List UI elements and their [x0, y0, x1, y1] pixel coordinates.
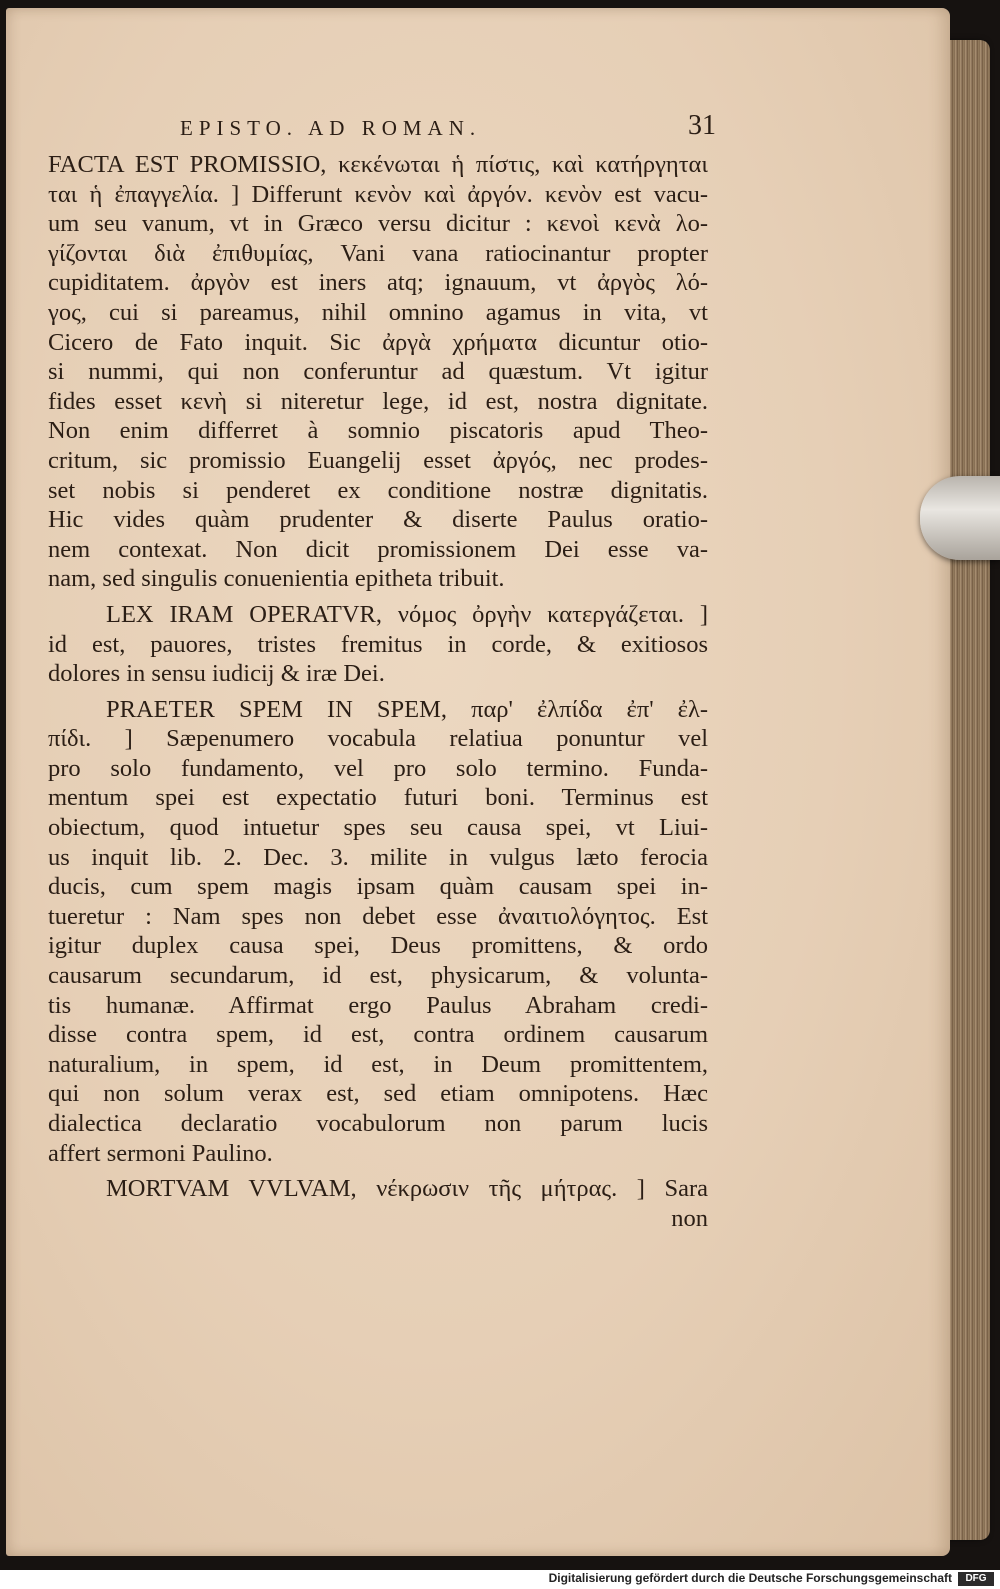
- text-line: dolores in sensu iudicij & iræ Dei.: [48, 660, 385, 688]
- text-line: pro solo fundamento, vel pro solo termino. Funda-: [48, 754, 708, 782]
- text-line: um seu vanum, vt in Græco versu dicitur : κενοὶ κενὰ λο-: [48, 210, 708, 238]
- text-line: tueretur : Nam spes non debet esse ἀναιτιολόγητος. Est: [48, 902, 708, 930]
- running-head-title: EPISTO. AD ROMAN.: [180, 116, 482, 140]
- page-number: 31: [688, 110, 716, 141]
- text-line: set nobis si penderet ex conditione nostræ dignitatis.: [48, 476, 708, 504]
- footer-bar: [0, 1570, 1000, 1589]
- text-line: πίδι. ] Sæpenumero vocabula relatiua ponuntur vel: [48, 725, 708, 753]
- text-line: LEX IRAM OPERATVR, νόμος ὀργὴν κατεργάζεται. ]: [106, 600, 708, 628]
- text-line: id est, pauores, tristes fremitus in corde, & exitiosos: [48, 630, 708, 658]
- text-line: critum, sic promissio Euangelij esset ἀργός, nec prodes-: [48, 446, 708, 474]
- text-line: us inquit lib. 2. Dec. 3. milite in vulgus læto ferocia: [48, 843, 708, 871]
- text-line: γος, cui si pareamus, nihil omnino agamus in vita, vt: [48, 298, 708, 326]
- text-line: nem contexat. Non dicit promissionem Dei esse va-: [48, 535, 708, 563]
- book-fore-edge: [944, 40, 990, 1540]
- text-line: causarum secundarum, id est, physicarum, & volunta-: [48, 962, 708, 990]
- text-line: cupiditatem. ἀργὸν est iners atq; ignauum, vt ἀργὸς λό-: [48, 269, 708, 297]
- text-line: igitur duplex causa spei, Deus promittens, & ordo: [48, 932, 708, 960]
- text-line: γίζονται διὰ ἐπιθυμίας, Vani vana ratiocinantur propter: [48, 239, 708, 267]
- text-line: PRAETER SPEM IN SPEM, παρ' ἐλπίδα ἐπ' ἐλ-: [106, 695, 708, 723]
- dfg-logo: DFG: [958, 1572, 994, 1586]
- text-line: tis humanæ. Affirmat ergo Paulus Abraham credi-: [48, 991, 708, 1019]
- text-line: fides esset κενὴ si niteretur lege, id est, nostra dignitate.: [48, 387, 708, 415]
- text-line: ducis, cum spem magis ipsam quàm causam spei in-: [48, 873, 708, 901]
- text-line: affert sermoni Paulino.: [48, 1139, 273, 1167]
- text-line: Cicero de Fato inquit. Sic ἀργὰ χρήματα dicuntur otio-: [48, 328, 708, 356]
- text-line: si nummi, qui non conferuntur ad quæstum. Vt igitur: [48, 358, 708, 386]
- catchword: non: [671, 1204, 708, 1232]
- page-clip: [920, 476, 1000, 560]
- text-line: Non enim differret à somnio piscatoris apud Theo-: [48, 417, 708, 445]
- body-text: [48, 150, 708, 1233]
- text-line: obiectum, quod intuetur spes seu causa spei, vt Liui-: [48, 814, 708, 842]
- text-line: MORTVAM VVLVAM, νέκρωσιν τῆς μήτρας. ] Sara: [106, 1175, 708, 1203]
- text-line: mentum spei est expectatio futuri boni. Terminus est: [48, 784, 708, 812]
- running-head: [0, 110, 1000, 146]
- text-line: disse contra spem, id est, contra ordinem causarum: [48, 1021, 708, 1049]
- text-line: FACTA EST PROMISSIO, κεκένωται ἡ πίστις, καὶ κατήργηται: [48, 151, 708, 178]
- text-line: nam, sed singulis conuenientia epitheta tribuit.: [48, 565, 505, 593]
- text-line: qui non solum verax est, sed etiam omnipotens. Hæc: [48, 1080, 708, 1108]
- funding-credit: Digitalisierung gefördert durch die Deutsche Forschungsgemeinschaft: [548, 1571, 952, 1585]
- text-line: naturalium, in spem, id est, in Deum promittentem,: [48, 1050, 708, 1078]
- text-line: ται ἡ ἐπαγγελία. ] Differunt κενὸν καὶ ἀργόν. κενὸν est vacu-: [48, 180, 708, 208]
- text-line: Hic vides quàm prudenter & diserte Paulus oratio-: [48, 506, 708, 534]
- text-line: dialectica declaratio vocabulorum non parum lucis: [48, 1110, 708, 1137]
